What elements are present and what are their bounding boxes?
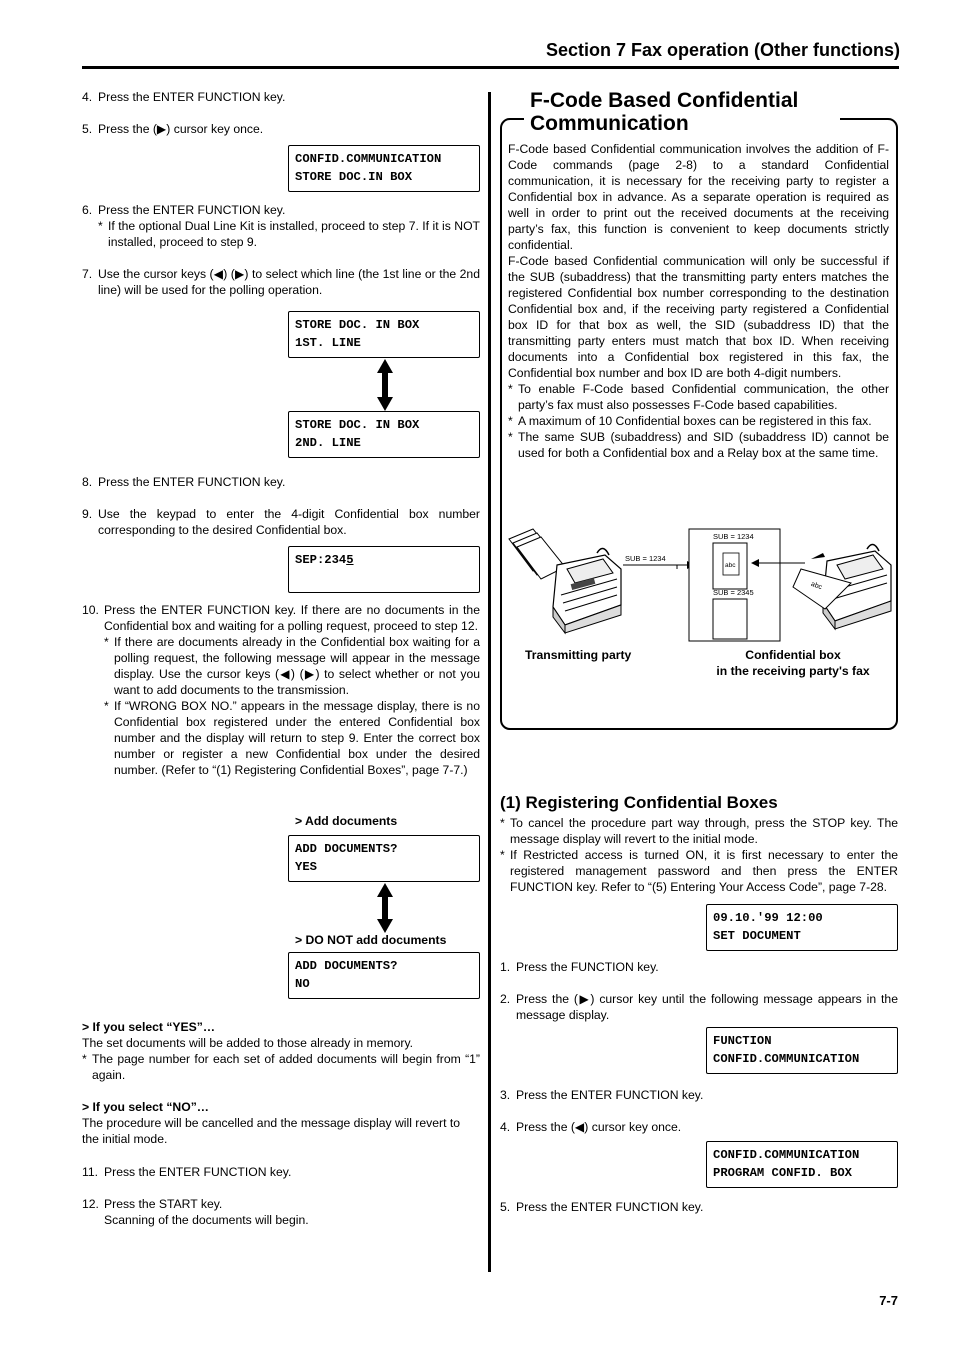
step-text: Press the ENTER FUNCTION key. <box>516 1200 704 1214</box>
lcd-line: CONFID.COMMUNICATION <box>713 1052 860 1066</box>
right-step-5: 5. Press the ENTER FUNCTION key. <box>500 1199 898 1215</box>
fcode-note: The same SUB (subaddress) and SID (subaddress ID) cannot be used for both a Confidential box and a Relay box at the same time. <box>518 430 889 460</box>
lcd-display <box>288 952 480 999</box>
lcd-display <box>288 835 480 882</box>
right-step-4: 4. Press the (◀) cursor key once. <box>500 1119 898 1135</box>
no-section <box>82 1099 480 1147</box>
lcd-line: CONFID.COMMUNICATION <box>295 152 442 166</box>
lcd-line: SET DOCUMENT <box>713 929 801 943</box>
lcd-line: YES <box>295 860 317 874</box>
lcd-line: 2ND. LINE <box>295 436 361 450</box>
step-text: Press the (▶) cursor key once. <box>98 122 264 136</box>
fcode-note: A maximum of 10 Confidential boxes can be registered in this fax. <box>518 414 872 428</box>
title-line: F-Code Based Confidential <box>530 89 799 112</box>
doc-label: abc <box>725 562 736 569</box>
step-text: Press the ENTER FUNCTION key. <box>98 203 286 217</box>
step-note: If the optional Dual Line Kit is installed, proceed to step 7. If it is NOT installed, proceed to step 9. <box>108 219 480 249</box>
step-text: Use the keypad to enter the 4-digit Confidential box number corresponding to the desired Confidential box. <box>98 507 480 537</box>
lcd-line: 09.10.'99 12:00 <box>713 911 823 925</box>
yes-heading: > If you select “YES”… <box>82 1020 216 1034</box>
up-down-arrow-icon <box>376 883 394 933</box>
sub-send-label: SUB = 1234 <box>625 554 666 563</box>
title-line: Communication <box>530 112 689 135</box>
transmitting-fax-icon <box>553 548 621 633</box>
fcode-title <box>530 89 798 135</box>
step-text: Press the (▶) cursor key until the following message appears in the message display. <box>516 992 898 1022</box>
step-text: Press the ENTER FUNCTION key. <box>516 1088 704 1102</box>
add-documents-label: > Add documents <box>295 814 398 828</box>
caption-confidential-box <box>698 647 888 679</box>
lcd-line: STORE DOC. IN BOX <box>295 318 420 332</box>
step-text: Press the START key. <box>104 1197 223 1211</box>
right-step-1: 1. Press the FUNCTION key. <box>500 959 898 975</box>
registering-notes: * To cancel the procedure part way through, press the STOP key. The message display will revert to the initial mode. * If Restricted access is turned ON, it is first necessary to enter the registered management password and then press the ENTER FUNCTION key. Refer to “(5) Entering Your Access Code”, page 7-28. <box>500 816 898 894</box>
lcd-line: ADD DOCUMENTS? <box>295 842 398 856</box>
registering-note: If Restricted access is turned ON, it is first necessary to enter the registered management password and then press the ENTER FUNCTION key. Refer to “(5) Entering Your Access Code”, page 7-28. <box>510 848 898 894</box>
step-text: Use the cursor keys (◀) (▶) to select which line (the 1st line or the 2nd line) will be used for the polling operation. <box>98 267 480 297</box>
step-subtext: Scanning of the documents will begin. <box>104 1213 309 1227</box>
step-note: If “WRONG BOX NO.” appears in the message display, there is no Confidential box registered under the entered Confidential box number and the display will return to step 9. Enter the correct box number or register a new Confidential box under the desired number. (Refer to “(1) Registering Confidential Boxes”, page 7-7.) <box>114 699 480 777</box>
lcd-line: 1ST. LINE <box>295 336 361 350</box>
column-divider <box>488 92 491 1272</box>
lcd-display <box>706 904 898 951</box>
page-number: 7-7 <box>879 1293 898 1308</box>
fcode-diagram <box>505 525 893 645</box>
lcd-display <box>706 1141 898 1188</box>
no-heading: > If you select “NO”… <box>82 1100 209 1114</box>
confidential-box-2 <box>713 599 747 639</box>
lcd-display <box>288 546 480 593</box>
left-step-4: 4. Press the ENTER FUNCTION key. <box>82 89 480 105</box>
left-step-6: 6. Press the ENTER FUNCTION key. * If the optional Dual Line Kit is installed, proceed to step 7. If it is NOT installed, proceed to step 9. <box>82 203 480 249</box>
step-text: Press the FUNCTION key. <box>516 960 659 974</box>
lcd-line: FUNCTION <box>713 1034 772 1048</box>
caption-line: in the receiving party's fax <box>716 664 870 678</box>
caption-transmitting-party: Transmitting party <box>525 648 632 662</box>
left-step-11: 11. Press the ENTER FUNCTION key. <box>82 1164 480 1180</box>
fcode-note: To enable F-Code based Confidential communication, the other party’s fax must also possesses F-Code based capabilities. <box>518 382 889 412</box>
fcode-body: F-Code based Confidential communication involves the addition of F-Code commands (page 2-8) to a standard Confidential communication, it is necessary for the receiving party to register a Confidential box in advance. As a separate operation is required as well in order to print out the received documents at the receiving party’s fax, this function is convenient to keep documents strictly confidential. F-Code based Confidential communication will only be successful if the SUB (subaddress) that the transmitting party enters matches the registered Confidential box number corresponding to the destination Confidential box and, if the receiving party registered a Confidential box ID for that box as well, the SID (subaddress ID) that the transmitting party enters must match that box ID. When receiving documents into a Confidential box registered in this fax, the Confidential box number and box ID are both 4-digit numbers. * To enable F-Code based Confidential communication, the other party’s fax must also possesses F-Code based capabilities. * A maximum of 10 Confidential boxes can be registered in this fax. * The same SUB (subaddress) and SID (subaddress ID) cannot be used for both a Confidential box and a Relay box at the same time. <box>508 142 889 460</box>
receiving-fax-icon <box>793 544 891 629</box>
lcd-display <box>288 311 480 358</box>
right-step-2: 2. Press the (▶) cursor key until the following message appears in the message display. <box>500 992 898 1022</box>
lcd-text: SEP:234 <box>295 553 347 567</box>
caption-line: Confidential box <box>745 648 841 662</box>
step-text: Press the ENTER FUNCTION key. <box>104 1165 292 1179</box>
left-step-8: 8. Press the ENTER FUNCTION key. <box>82 474 480 490</box>
left-step-12: 12. Press the START key. Scanning of the documents will begin. <box>82 1196 480 1228</box>
lcd-line: STORE DOC. IN BOX <box>295 418 420 432</box>
yes-text: The set documents will be added to those already in memory. <box>82 1036 414 1050</box>
lcd-display <box>288 145 480 192</box>
lcd-line: STORE DOC.IN BOX <box>295 170 413 184</box>
registering-note: To cancel the procedure part way through, press the STOP key. The message display will revert to the initial mode. <box>510 816 898 846</box>
no-text: The procedure will be cancelled and the message display will revert to the initial mode. <box>82 1116 461 1146</box>
lcd-line: ADD DOCUMENTS? <box>295 959 398 973</box>
yes-note: The page number for each set of added documents will begin from “1” again. <box>92 1052 480 1082</box>
lcd-display <box>706 1027 898 1074</box>
step-text: Press the (◀) cursor key once. <box>516 1120 682 1134</box>
step-text: Press the ENTER FUNCTION key. If there are no documents in the Confidential box and waiting for a polling request, proceed to step 12. <box>104 603 480 633</box>
left-step-9: 9. Use the keypad to enter the 4-digit Confidential box number corresponding to the desired Confidential box. <box>82 507 480 537</box>
lcd-line: CONFID.COMMUNICATION <box>713 1148 860 1162</box>
lcd-cursor-digit: 5 <box>346 553 354 567</box>
right-step-3: 3. Press the ENTER FUNCTION key. <box>500 1087 898 1103</box>
left-step-7: 7. Use the cursor keys (◀) (▶) to select which line (the 1st line or the 2nd line) will be used for the polling operation. <box>82 267 480 297</box>
up-down-arrow-icon <box>376 359 394 411</box>
box2-label: SUB = 2345 <box>713 588 754 597</box>
step-text: Press the ENTER FUNCTION key. <box>98 475 286 489</box>
box1-label: SUB = 1234 <box>713 532 754 541</box>
left-step-5: 5. Press the (▶) cursor key once. <box>82 121 480 137</box>
lcd-line: PROGRAM CONFID. BOX <box>713 1166 852 1180</box>
step-text: Press the ENTER FUNCTION key. <box>98 90 286 104</box>
section-title: Section 7 Fax operation (Other functions) <box>545 40 900 60</box>
left-step-10: 10. Press the ENTER FUNCTION key. If there are no documents in the Confidential box and waiting for a polling request, proceed to step 12. * If there are documents already in the Confidential box waiting for a polling request, the following message will appear in the message display. Use the cursor keys (◀) (▶) to select whether or not you want to add documents to the transmission. * If “WRONG BOX NO.” appears in the message display, there is no Confidential box registered under the entered Confidential box number and the display will return to step 9. Enter the correct box number or register a new Confidential box under the desired number. (Refer to “(1) Registering Confidential Boxes”, page 7-7.) <box>82 603 480 777</box>
do-not-add-label: > DO NOT add documents <box>295 933 447 947</box>
header-rule <box>82 66 899 69</box>
registering-heading: (1) Registering Confidential Boxes <box>500 793 778 812</box>
output-doc-label: abc <box>809 580 823 592</box>
fcode-paragraph: F-Code based Confidential communication will only be successful if the SUB (subaddress) that the transmitting party enters matches the registered Confidential box number corresponding to the destination Confidential box and, if the receiving party registered a Confidential box ID for that box as well, the SID (subaddress ID) that the transmitting party enters must match that box ID. When receiving documents into a Confidential box registered in this fax, the Confidential box number and box ID are both 4-digit numbers. <box>508 254 889 380</box>
step-note: If there are documents already in the Confidential box waiting for a polling request, the following message will appear in the message display. Use the cursor keys (◀) (▶) to select whether or not you want to add documents to the transmission. <box>114 635 480 697</box>
lcd-line: NO <box>295 977 310 991</box>
yes-section: > If you select “YES”… The set documents will be added to those already in memory. * The page number for each set of added documents will begin from “1” again. <box>82 1020 480 1082</box>
fcode-paragraph: F-Code based Confidential communication involves the addition of F-Code commands (page 2-8) to a standard Confidential communication, it is necessary for the receiving party to register a Confidential box in advance. As a separate operation is required as well in order to print out the received documents at the receiving party’s fax, this function is convenient to keep documents strictly confidential. <box>508 142 889 252</box>
lcd-display <box>288 411 480 458</box>
